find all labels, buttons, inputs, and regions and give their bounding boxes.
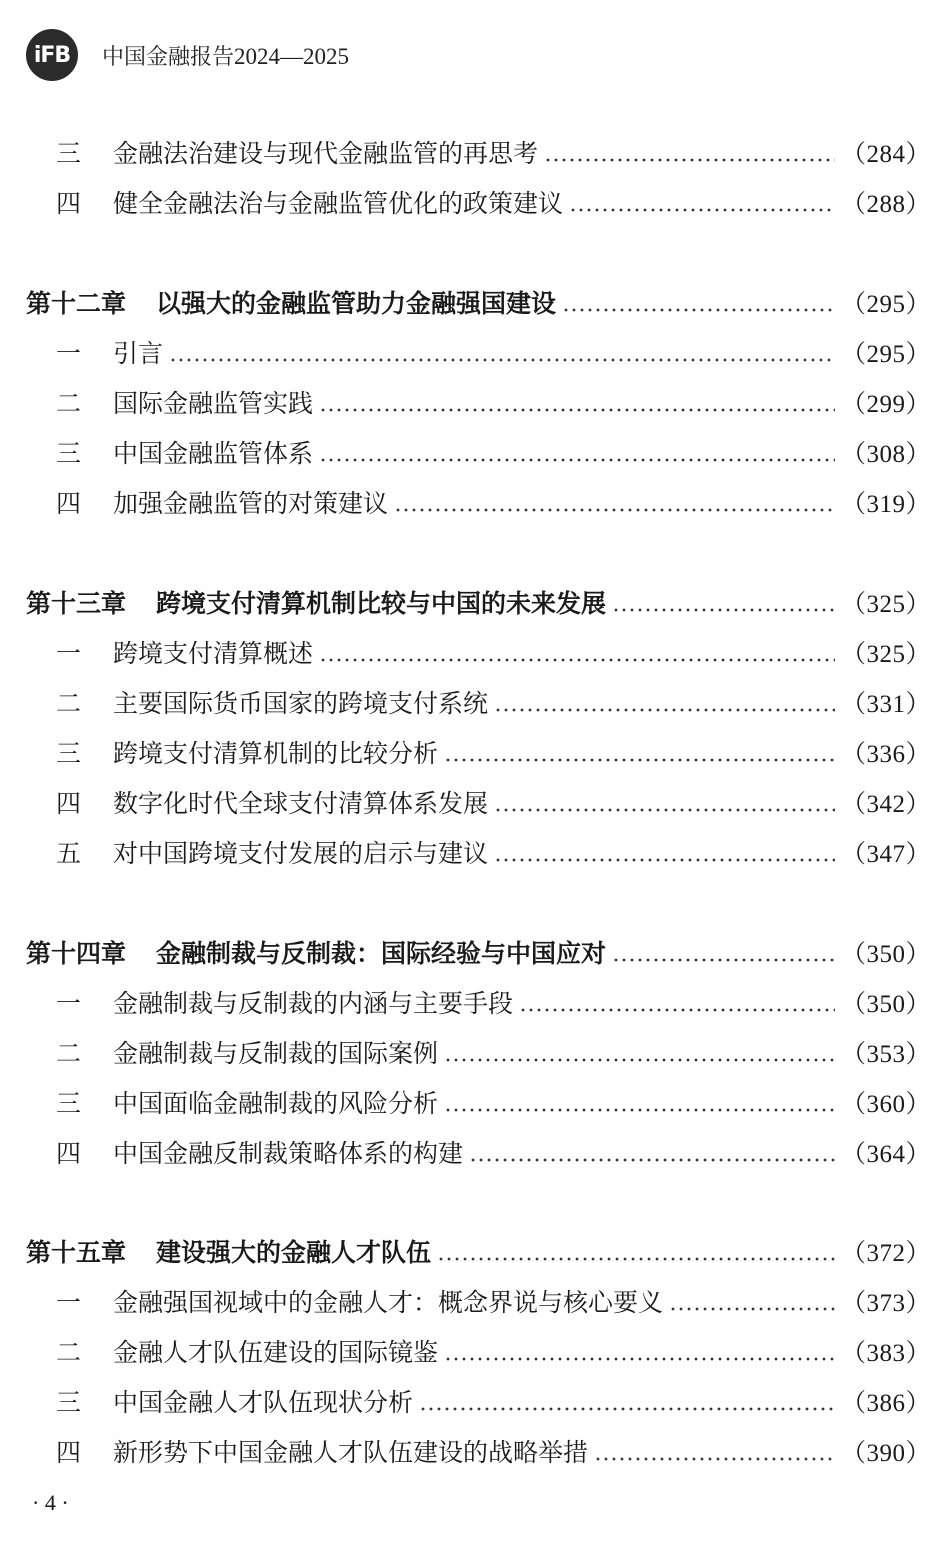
page-reference: （347） bbox=[841, 841, 932, 868]
chapter-title: 建设强大的金融人才队伍 bbox=[156, 1238, 432, 1267]
section-title: 中国面临金融制裁的风险分析 bbox=[113, 1089, 439, 1118]
toc-section-row[interactable] bbox=[0, 1281, 947, 1321]
toc-section-row[interactable] bbox=[0, 182, 947, 222]
section-title: 加强金融监管的对策建议 bbox=[113, 489, 389, 518]
page-reference: （299） bbox=[841, 391, 932, 418]
section-title: 金融法治建设与现代金融监管的再思考 bbox=[113, 139, 539, 168]
toc-chapter-row[interactable] bbox=[0, 282, 947, 322]
toc-section-row[interactable] bbox=[0, 782, 947, 822]
dot-leader bbox=[444, 1082, 835, 1122]
page-reference: （325） bbox=[841, 591, 932, 618]
running-title-years: 2024—2025 bbox=[234, 43, 350, 69]
toc-section-row[interactable] bbox=[0, 1082, 947, 1122]
page-reference: （288） bbox=[841, 191, 932, 218]
page-reference: （350） bbox=[841, 941, 932, 968]
page-reference: （295） bbox=[841, 341, 932, 368]
chapter-title: 跨境支付清算机制比较与中国的未来发展 bbox=[156, 589, 607, 618]
dot-leader bbox=[519, 982, 835, 1022]
page-reference: （353） bbox=[841, 1041, 932, 1068]
section-title: 金融制裁与反制裁的内涵与主要手段 bbox=[113, 989, 514, 1018]
section-number: 三 bbox=[56, 439, 82, 468]
page-reference: （386） bbox=[841, 1390, 932, 1417]
dot-leader bbox=[494, 832, 835, 872]
dot-leader bbox=[562, 282, 835, 322]
chapter-title: 金融制裁与反制裁：国际经验与中国应对 bbox=[156, 939, 607, 968]
toc-section-row[interactable] bbox=[0, 382, 947, 422]
dot-leader bbox=[594, 1431, 835, 1471]
toc-chapter-row[interactable] bbox=[0, 582, 947, 622]
toc-section-row[interactable] bbox=[0, 982, 947, 1022]
section-number: 二 bbox=[56, 689, 82, 718]
section-number: 一 bbox=[56, 1288, 82, 1317]
toc-section-row[interactable] bbox=[0, 832, 947, 872]
toc-section-row[interactable] bbox=[0, 1132, 947, 1172]
section-title: 对中国跨境支付发展的启示与建议 bbox=[113, 839, 489, 868]
toc-section-row[interactable] bbox=[0, 1431, 947, 1471]
section-number: 五 bbox=[56, 839, 82, 868]
section-number: 一 bbox=[56, 639, 82, 668]
section-title: 金融强国视域中的金融人才：概念界说与核心要义 bbox=[113, 1288, 664, 1317]
toc-chapter-row[interactable] bbox=[0, 932, 947, 972]
section-title: 中国金融反制裁策略体系的构建 bbox=[113, 1139, 464, 1168]
section-number: 三 bbox=[56, 1089, 82, 1118]
running-title-text: 中国金融报告 bbox=[102, 44, 235, 70]
toc-chapter-row[interactable] bbox=[0, 1231, 947, 1271]
page-header bbox=[26, 30, 906, 80]
section-title: 健全金融法治与金融监管优化的政策建议 bbox=[113, 189, 564, 218]
section-number: 一 bbox=[56, 339, 82, 368]
dot-leader bbox=[419, 1381, 835, 1421]
page-reference: （295） bbox=[841, 291, 932, 318]
page-reference: （319） bbox=[841, 491, 932, 518]
section-title: 跨境支付清算机制的比较分析 bbox=[113, 739, 439, 768]
logo-text: iFB bbox=[33, 42, 71, 68]
chapter-label: 第十三章 bbox=[26, 589, 127, 618]
toc-section-row[interactable] bbox=[0, 132, 947, 172]
dot-leader bbox=[444, 732, 835, 772]
page-reference: （372） bbox=[841, 1240, 932, 1267]
section-title: 数字化时代全球支付清算体系发展 bbox=[113, 789, 489, 818]
section-title: 金融制裁与反制裁的国际案例 bbox=[113, 1039, 439, 1068]
toc-section-row[interactable] bbox=[0, 732, 947, 772]
page-reference: （342） bbox=[841, 791, 932, 818]
toc-section-row[interactable] bbox=[0, 332, 947, 372]
section-title: 国际金融监管实践 bbox=[113, 389, 314, 418]
dot-leader bbox=[469, 1132, 835, 1172]
section-title: 中国金融人才队伍现状分析 bbox=[113, 1388, 414, 1417]
section-number: 二 bbox=[56, 389, 82, 418]
page-reference: （383） bbox=[841, 1340, 932, 1367]
dot-leader bbox=[444, 1331, 835, 1371]
page-reference: （308） bbox=[841, 441, 932, 468]
toc-section-row[interactable] bbox=[0, 1032, 947, 1072]
dot-leader bbox=[544, 132, 835, 172]
toc-section-row[interactable] bbox=[0, 482, 947, 522]
page-reference: （373） bbox=[841, 1290, 932, 1317]
section-title: 跨境支付清算概述 bbox=[113, 639, 314, 668]
toc-section-row[interactable] bbox=[0, 632, 947, 672]
dot-leader bbox=[494, 682, 835, 722]
section-title: 新形势下中国金融人才队伍建设的战略举措 bbox=[113, 1438, 589, 1467]
chapter-title: 以强大的金融监管助力金融强国建设 bbox=[156, 289, 557, 318]
page-reference: （336） bbox=[841, 741, 932, 768]
dot-leader bbox=[444, 1032, 835, 1072]
publisher-logo-icon bbox=[26, 29, 78, 81]
chapter-label: 第十二章 bbox=[26, 289, 127, 318]
page-reference: （360） bbox=[841, 1091, 932, 1118]
page-reference: （350） bbox=[841, 991, 932, 1018]
section-title: 引言 bbox=[113, 339, 164, 368]
section-number: 一 bbox=[56, 989, 82, 1018]
toc-section-row[interactable] bbox=[0, 682, 947, 722]
section-number: 三 bbox=[56, 1388, 82, 1417]
page-reference: （364） bbox=[841, 1141, 932, 1168]
section-number: 四 bbox=[56, 489, 82, 518]
dot-leader bbox=[494, 782, 835, 822]
dot-leader bbox=[612, 932, 835, 972]
page-number: · 4 · bbox=[32, 1490, 69, 1515]
section-number: 四 bbox=[56, 1438, 82, 1467]
section-number: 四 bbox=[56, 789, 82, 818]
running-title bbox=[102, 40, 349, 71]
toc-section-row[interactable] bbox=[0, 1381, 947, 1421]
page-reference: （325） bbox=[841, 641, 932, 668]
section-title: 主要国际货币国家的跨境支付系统 bbox=[113, 689, 489, 718]
chapter-label: 第十五章 bbox=[26, 1238, 127, 1267]
dot-leader bbox=[569, 182, 835, 222]
dot-leader bbox=[394, 482, 835, 522]
section-number: 四 bbox=[56, 1139, 82, 1168]
dot-leader bbox=[319, 632, 835, 672]
section-title: 中国金融监管体系 bbox=[113, 439, 314, 468]
toc-section-row[interactable] bbox=[0, 432, 947, 472]
chapter-label: 第十四章 bbox=[26, 939, 127, 968]
dot-leader bbox=[319, 432, 835, 472]
page-reference: （331） bbox=[841, 691, 932, 718]
page-reference: （284） bbox=[841, 141, 932, 168]
toc-section-row[interactable] bbox=[0, 1331, 947, 1371]
page-reference: （390） bbox=[841, 1440, 932, 1467]
section-number: 三 bbox=[56, 139, 82, 168]
dot-leader bbox=[437, 1231, 835, 1271]
section-title: 金融人才队伍建设的国际镜鉴 bbox=[113, 1338, 439, 1367]
section-number: 二 bbox=[56, 1338, 82, 1367]
section-number: 三 bbox=[56, 739, 82, 768]
dot-leader bbox=[319, 382, 835, 422]
dot-leader bbox=[612, 582, 835, 622]
dot-leader bbox=[169, 332, 835, 372]
section-number: 二 bbox=[56, 1039, 82, 1068]
section-number: 四 bbox=[56, 189, 82, 218]
dot-leader bbox=[669, 1281, 835, 1321]
